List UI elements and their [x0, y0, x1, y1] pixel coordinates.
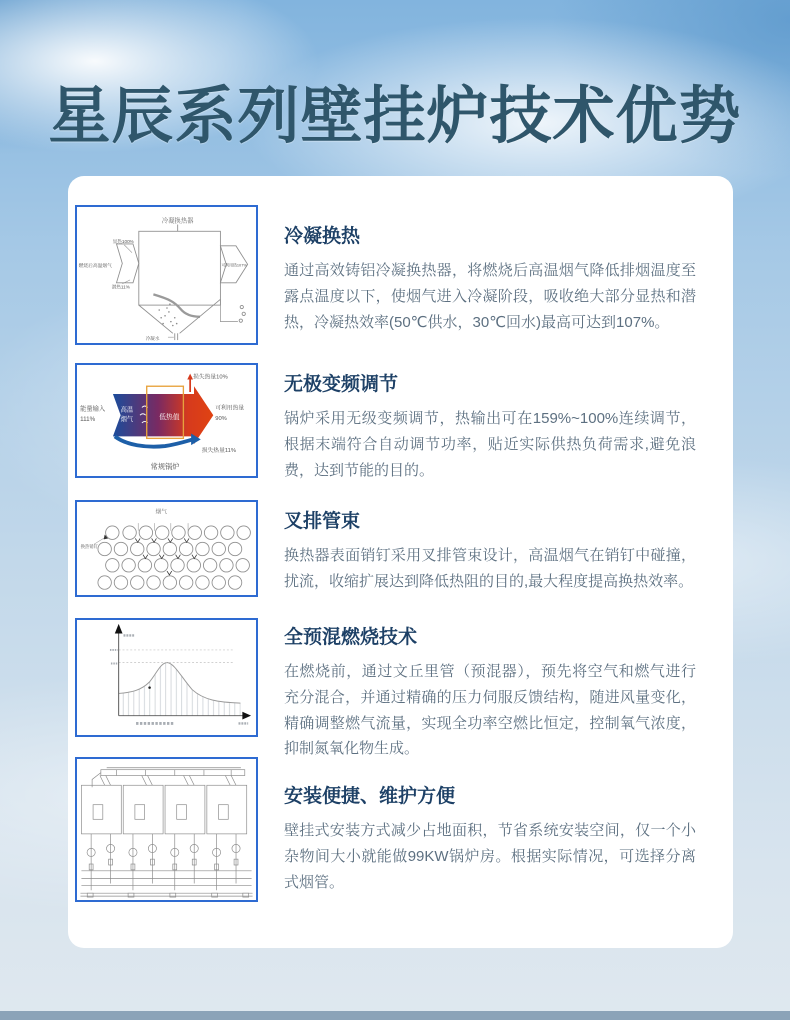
condenser-diagram	[77, 207, 256, 343]
tech-section-tube-bundle	[75, 500, 696, 597]
diagram-label-energy-input: 能量输入	[80, 405, 106, 413]
sankey-diagram-thumbnail	[75, 363, 258, 478]
tech-section-modulation	[75, 363, 696, 483]
staggered-tube-bundle-diagram	[77, 502, 256, 595]
diagram-value-energy-input: 111%	[80, 415, 96, 423]
diagram-label-loss-bottom: 损失热量11%	[201, 447, 237, 454]
diagram-label-condenser-title: 冷凝换热器	[161, 217, 194, 225]
diagram-label-loss-top: 损失热量10%	[193, 374, 228, 381]
diagram-caption-conventional-boiler: 常规锅炉	[150, 462, 180, 472]
tech-section-condensing	[75, 205, 696, 345]
diagram-label-pins: 换热销钉	[80, 544, 98, 550]
diagram-label-hot-flue-1: 高温	[120, 406, 134, 414]
combustion-curve-chart	[77, 620, 256, 735]
diagram-label-sensible-heat: 显热100%	[112, 238, 134, 244]
section-body: 在燃烧前，通过文丘里管（预混器），预先将空气和燃气进行充分混合，并通过精确的压力伺服反馈结构，随进风量变化，精确调整燃气流量，实现全功率空燃比恒定，控制氧气浓度，抑制氮氧化物生成。	[284, 663, 696, 758]
diagram-label-usable: 可利用热量	[215, 405, 245, 412]
section-body: 换热器表面销钉采用叉排管束设计，高温烟气在销钉中碰撞，扰流，收缩扩展达到降低热阻的目的,最大程度提高换热效率。	[284, 547, 696, 590]
section-heading: 安装便捷、维护方便	[284, 786, 456, 807]
section-heading: 全预混燃烧技术	[284, 627, 418, 648]
tube-bundle-thumbnail	[75, 500, 258, 597]
cascade-boilers-thumbnail	[75, 757, 258, 902]
diagram-label-lhv: 低热值	[159, 414, 180, 422]
section-text-condensing	[284, 205, 696, 345]
condensing-diagram-thumbnail	[75, 205, 258, 345]
boiler-energy-sankey-diagram	[77, 365, 256, 476]
diagram-label-flue: 烟气	[155, 509, 167, 516]
cascade-installation-drawing	[77, 759, 256, 900]
section-heading: 叉排管束	[284, 511, 361, 532]
premix-curve-thumbnail	[75, 618, 258, 737]
diagram-label-hot-flue-2: 烟气	[120, 415, 134, 423]
section-text-premix	[284, 618, 696, 762]
tech-section-installation	[75, 757, 696, 902]
diagram-label-latent-heat: 潜热11%	[111, 284, 130, 290]
diagram-label-usable-heat: 可利用热107%	[221, 262, 247, 268]
section-body: 壁挂式安装方式减少占地面积，节省系统安装空间，仅一个小杂物间大小就能做99KW锅炉房。根据实际情况，可选择分离式烟管。	[284, 822, 696, 891]
section-text-modulation	[284, 363, 696, 483]
section-text-tube-bundle	[284, 500, 696, 597]
section-heading: 冷凝换热	[284, 226, 361, 247]
footer-bar	[0, 1011, 790, 1020]
section-text-installation	[284, 757, 696, 902]
diagram-value-usable: 90%	[215, 416, 227, 423]
diagram-label-flue-in: 燃烧后高温烟气	[78, 264, 112, 270]
section-heading: 无极变频调节	[284, 374, 399, 395]
page-title: 星辰系列壁挂炉技术优势	[48, 83, 742, 151]
tech-section-premix	[75, 618, 696, 762]
diagram-label-condensate: 冷凝水	[145, 336, 160, 342]
section-body: 通过高效铸铝冷凝换热器，将燃烧后高温烟气降低排烟温度至露点温度以下，使烟气进入冷凝阶段，吸收绝大部分显热和潜热，冷凝热效率(50℃供水，30℃回水)最高可达到107%。	[284, 262, 696, 331]
section-body: 锅炉采用无级变频调节，热输出可在159%~100%连续调节，根据末端符合自动调节功率，贴近实际供热负荷需求,避免浪费，达到节能的目的。	[284, 410, 696, 479]
